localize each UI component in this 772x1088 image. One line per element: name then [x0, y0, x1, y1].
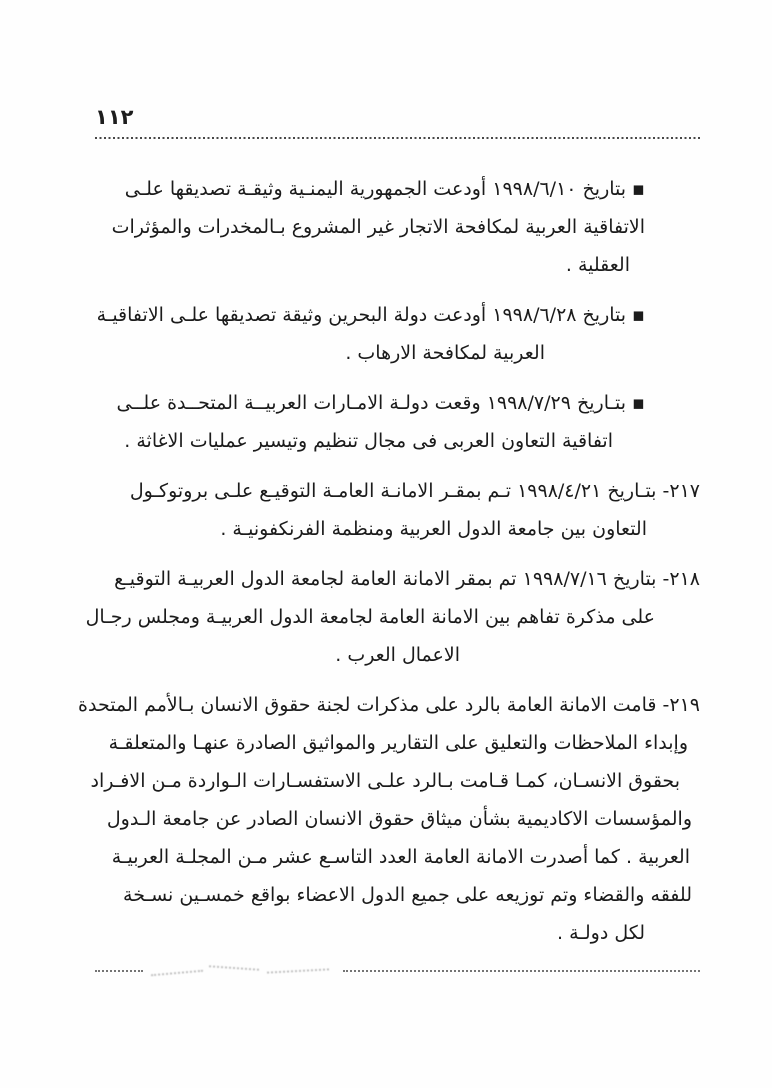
- numbered-paragraph: [95, 472, 700, 548]
- text-line: ٢١٩- قامت الامانة العامة بالرد على مذكرات لجنة حقوق الانسان بـالأمم المتحدة: [78, 694, 700, 716]
- numbered-paragraph: [78, 686, 700, 952]
- text-line: الاعمال العرب .: [335, 644, 460, 666]
- text-line: ▪ بتاريخ ١٩٩٨/٦/١٠ أودعت الجمهورية اليمنـية وثيقـة تصديقها علـى: [124, 178, 645, 200]
- text-line: ٢١٧- بتـاريخ ١٩٩٨/٤/٢١ تـم بمقـر الامانـة العامـة التوقيـع علـى بروتوكـول: [129, 480, 700, 502]
- bullet-paragraph: [95, 384, 645, 460]
- footer-rule-left-segment: [95, 970, 143, 972]
- text-line: للفقه والقضاء وتم توزيعه على جميع الدول الاعضاء بواقع خمسـين نسـخة: [123, 884, 692, 906]
- page-footer: [95, 958, 700, 984]
- bullet-paragraph: [95, 170, 645, 284]
- numbered-paragraph: [85, 560, 700, 674]
- text-line: بحقوق الانسـان، كمـا قـامت بـالرد علـى الاستفسـارات الـواردة مـن الافـراد: [90, 770, 680, 792]
- text-line: العربية . كما أصدرت الامانة العامة العدد التاسـع عشر مـن المجلـة العربيـة: [111, 846, 690, 868]
- header-divider-rule: [95, 137, 700, 139]
- document-body: [78, 170, 700, 964]
- text-line: الاتفاقية العربية لمكافحة الاتجار غير المشروع بـالمخدرات والمؤثرات: [111, 216, 645, 238]
- text-line: لكل دولـة .: [557, 922, 645, 944]
- text-line: على مذكرة تفاهم بين الامانة العامة لجامعة الدول العربيـة ومجلس رجـال: [85, 606, 655, 628]
- text-line: اتفاقية التعاون العربى فى مجال تنظيم وتيسير عمليات الاغاثة .: [124, 430, 613, 452]
- page-header: [95, 104, 700, 139]
- page-number: ١١٢: [95, 105, 134, 129]
- text-line: ▪ بتاريخ ١٩٩٨/٦/٢٨ أودعت دولة البحرين وثيقة تصديقها علـى الاتفاقيـة: [96, 304, 645, 326]
- text-line: والمؤسسات الاكاديمية بشأن ميثاق حقوق الانسان الصادر عن جامعة الـدول: [106, 808, 692, 830]
- text-line: ٢١٨- بتاريخ ١٩٩٨/٧/١٦ تم بمقر الامانة العامة لجامعة الدول العربيـة التوقيـع: [114, 568, 700, 590]
- text-line: العربية لمكافحة الارهاب .: [345, 342, 545, 364]
- text-line: التعاون بين جامعة الدول العربية ومنظمة الفرنكفونيـة .: [220, 518, 647, 540]
- faded-handwriting-stamp: [143, 958, 343, 984]
- footer-rule-right-segment: [343, 970, 700, 972]
- text-line: وإبداء الملاحظات والتعليق على التقارير والمواثيق الصادرة عنهـا والمتعلقـة: [108, 732, 688, 754]
- bullet-paragraph: [95, 296, 645, 372]
- text-line: ▪ بتـاريخ ١٩٩٨/٧/٢٩ وقعت دولـة الامـارات العربيــة المتحــدة علــى: [116, 392, 645, 414]
- text-line: العقلية .: [565, 254, 630, 276]
